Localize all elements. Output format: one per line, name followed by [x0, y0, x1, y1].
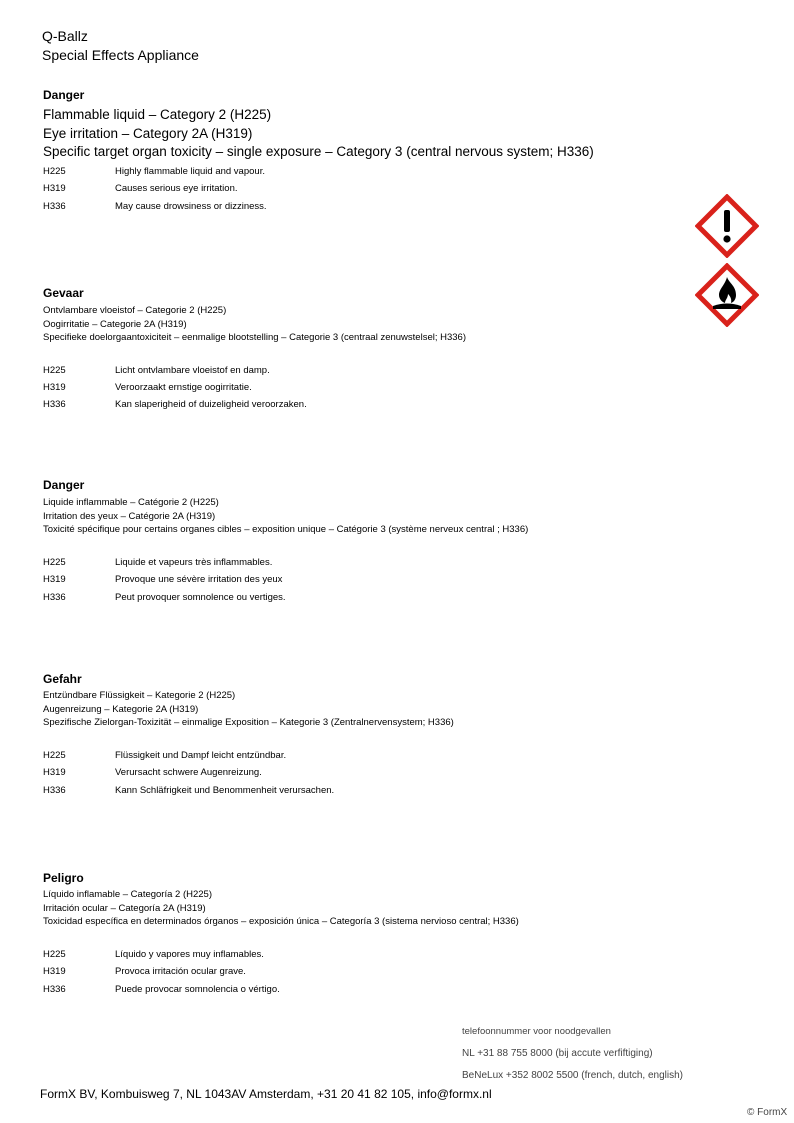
copyright: © FormX — [747, 1107, 788, 1118]
hazard-code: H225 — [43, 166, 66, 177]
signal-word: Peligro — [43, 871, 84, 885]
classification-line: Eye irritation – Category 2A (H319) — [43, 125, 253, 141]
hazard-text: Veroorzaakt ernstige oogirritatie. — [115, 382, 252, 393]
hazard-code: H319 — [43, 574, 66, 585]
hazard-code: H319 — [43, 966, 66, 977]
hazard-text: Provoca irritación ocular grave. — [115, 966, 246, 977]
emergency-phone-benelux: BeNeLux +352 8002 5500 (french, dutch, english) — [462, 1070, 683, 1081]
classification-line: Toxicidad específica en determinados órganos – exposición única – Categoría 3 (sistema nervioso central; H336) — [43, 916, 519, 927]
hazard-code: H225 — [43, 750, 66, 761]
classification-line: Spezifische Zielorgan-Toxizität – einmalige Exposition – Kategorie 3 (Zentralnervensystem; H336) — [43, 717, 454, 728]
classification-list — [43, 496, 528, 537]
emergency-heading: telefoonnummer voor noodgevallen — [462, 1026, 611, 1037]
hazard-text: Líquido y vapores muy inflamables. — [115, 949, 264, 960]
signal-word: Danger — [43, 478, 85, 492]
hazard-code: H336 — [43, 984, 66, 995]
classification-line: Irritation des yeux – Catégorie 2A (H319) — [43, 510, 216, 522]
classification-list — [43, 689, 454, 730]
hazard-code: H319 — [43, 382, 66, 393]
hazard-code: H336 — [43, 201, 66, 212]
classification-line: Augenreizung – Kategorie 2A (H319) — [43, 703, 199, 715]
classification-list — [43, 888, 519, 929]
classification-list — [43, 304, 466, 345]
product-header — [42, 27, 199, 65]
hazard-code: H225 — [43, 949, 66, 960]
classification-line: Oogirritatie – Categorie 2A (H319) — [43, 318, 187, 330]
signal-word: Gefahr — [43, 672, 82, 686]
classification-line: Líquido inflamable – Categoría 2 (H225) — [43, 889, 212, 900]
hazard-text: Kan slaperigheid of duizeligheid veroorzaken. — [115, 399, 307, 410]
hazard-text: Highly flammable liquid and vapour. — [115, 166, 265, 177]
hazard-code: H225 — [43, 557, 66, 568]
product-subtitle: Special Effects Appliance — [42, 47, 199, 63]
classification-line: Toxicité spécifique pour certains organes cibles – exposition unique – Catégorie 3 (système nerveux central ; H336) — [43, 524, 529, 535]
classification-line: Flammable liquid – Category 2 (H225) — [43, 107, 272, 122]
hazard-text: May cause drowsiness or dizziness. — [115, 201, 267, 212]
product-name: Q-Ballz — [42, 28, 88, 44]
classification-line: Ontvlambare vloeistof – Categorie 2 (H225) — [43, 305, 227, 316]
hazard-code: H336 — [43, 785, 66, 796]
hazard-text: Kann Schläfrigkeit und Benommenheit verursachen. — [115, 785, 335, 796]
footer-address: FormX BV, Kombuisweg 7, NL 1043AV Amsterdam, +31 20 41 82 105, info@formx.nl — [40, 1087, 492, 1101]
hazard-text: Peut provoquer somnolence ou vertiges. — [115, 592, 286, 603]
hazard-text: Causes serious eye irritation. — [115, 183, 238, 194]
classification-list — [43, 106, 594, 162]
signal-word: Gevaar — [43, 286, 84, 300]
hazard-text: Provoque une sévère irritation des yeux — [115, 574, 283, 585]
ghs02-flame-icon — [695, 263, 759, 327]
signal-word: Danger — [43, 88, 85, 102]
hazard-code: H319 — [43, 183, 66, 194]
hazard-text: Liquide et vapeurs très inflammables. — [115, 557, 273, 568]
hazard-text: Puede provocar somnolencia o vértigo. — [115, 984, 280, 995]
emergency-phone-nl: NL +31 88 755 8000 (bij accute verfiftiging) — [462, 1048, 653, 1059]
ghs07-exclamation-icon — [695, 194, 759, 258]
hazard-code: H319 — [43, 767, 66, 778]
classification-line: Specific target organ toxicity – single exposure – Category 3 (central nervous system; H336) — [43, 144, 594, 159]
hazard-text: Flüssigkeit und Dampf leicht entzündbar. — [115, 750, 287, 761]
hazard-text: Licht ontvlambare vloeistof en damp. — [115, 365, 270, 376]
classification-line: Liquide inflammable – Catégorie 2 (H225) — [43, 497, 219, 508]
hazard-code: H225 — [43, 365, 66, 376]
hazard-text: Verursacht schwere Augenreizung. — [115, 767, 262, 778]
hazard-code: H336 — [43, 592, 66, 603]
classification-line: Specifieke doelorgaantoxiciteit – eenmalige blootstelling – Categorie 3 (centraal zenuwstelsel; H336) — [43, 332, 466, 343]
classification-line: Irritación ocular – Categoría 2A (H319) — [43, 902, 206, 914]
hazard-code: H336 — [43, 399, 66, 410]
classification-line: Entzündbare Flüssigkeit – Kategorie 2 (H225) — [43, 690, 236, 701]
